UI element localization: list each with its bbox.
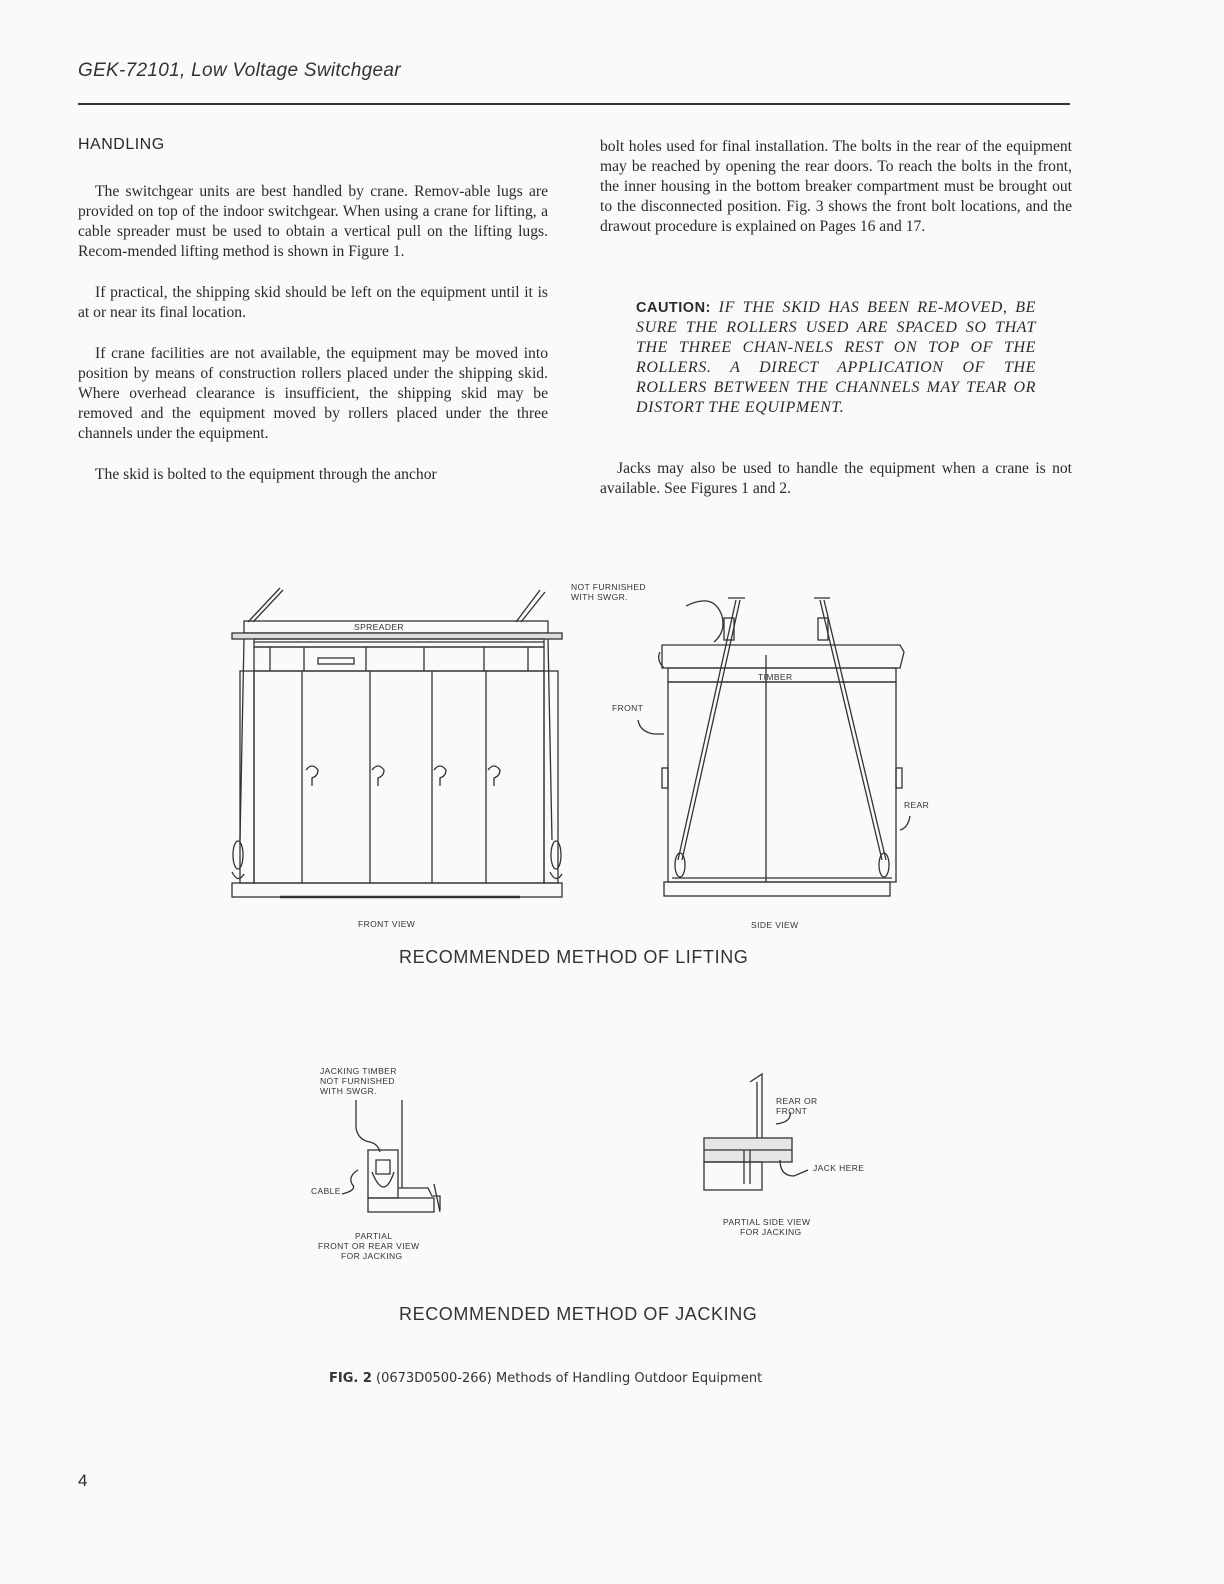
label-for-jacking-2: FOR JACKING: [740, 1227, 802, 1237]
side-view-drawing: [638, 598, 910, 896]
label-with-swgr: WITH SWGR.: [571, 592, 628, 602]
label-rear: REAR: [904, 800, 930, 810]
paragraph: The switchgear units are best handled by crane. Remov-able lugs are provided on top of the indoor switchgear. When using a crane for lifting, a cable spreader must be used to obtain a vertical pull on the lifting lugs. Recom-mended lifting method is shown in Figure 1.: [78, 183, 548, 260]
label-timber: TIMBER: [758, 672, 793, 682]
paragraph: If practical, the shipping skid should be left on the equipment until it is at or near its final location.: [78, 284, 548, 321]
label-side-view: SIDE VIEW: [751, 920, 799, 930]
label-jacking-timber: JACKING TIMBER: [320, 1066, 397, 1076]
paragraph: bolt holes used for final installation. The bolts in the rear of the equipment may be reached by opening the rear doors. To reach the bolts in the front, the inner housing in the bottom breaker compartment must be brought out to the disconnected position. Fig. 3 shows the front bolt locations, and the drawout procedure is explained on Pages 16 and 17.: [600, 138, 1072, 235]
label-rear-or: REAR OR: [776, 1096, 818, 1106]
caption-lifting: RECOMMENDED METHOD OF LIFTING: [399, 947, 749, 967]
jacking-side-drawing: [704, 1074, 808, 1190]
page-number: 4: [78, 1471, 88, 1490]
label-jacking-with-swgr: WITH SWGR.: [320, 1086, 377, 1096]
front-view-drawing: [232, 588, 562, 897]
figure-caption: [329, 1371, 762, 1386]
figure-caption-text: (0673D0500-266) Methods of Handling Outdoor Equipment: [376, 1371, 763, 1386]
label-spreader: SPREADER: [354, 622, 404, 632]
paragraph: Jacks may also be used to handle the equipment when a crane is not available. See Figures 1 and 2.: [600, 460, 1072, 497]
caution-label: CAUTION:: [636, 300, 711, 316]
label-jack-here: JACK HERE: [813, 1163, 865, 1173]
caption-jacking: RECOMMENDED METHOD OF JACKING: [399, 1304, 758, 1324]
label-partial: PARTIAL: [355, 1231, 393, 1241]
paragraph: If crane facilities are not available, the equipment may be moved into position by means of construction rollers placed under the shipping skid. Where overhead clearance is insufficient, the shipping skid may be removed and the equipment moved by rollers placed under the three channels under the equipment.: [78, 345, 548, 442]
label-front: FRONT: [612, 703, 644, 713]
label-front-or-rear-view: FRONT OR REAR VIEW: [318, 1241, 420, 1251]
caution-text: IF THE SKID HAS BEEN RE-MOVED, BE SURE THE ROLLERS USED ARE SPACED SO THAT THE THREE CHAN-NELS REST ON TOP OF THE ROLLERS. A DIRECT APPLICATION OF THE ROLLERS BETWEEN THE CHANNELS MAY TEAR OR DISTORT THE EQUIPMENT.: [636, 299, 1036, 416]
running-header: GEK-72101, Low Voltage Switchgear: [78, 60, 401, 81]
label-for-jacking: FOR JACKING: [341, 1251, 403, 1261]
label-front-view: FRONT VIEW: [358, 919, 416, 929]
jacking-front-drawing: [342, 1100, 440, 1212]
label-not-furnished: NOT FURNISHED: [571, 582, 646, 592]
label-cable: CABLE: [311, 1186, 341, 1196]
section-heading: HANDLING: [78, 136, 165, 153]
label-front-2: FRONT: [776, 1106, 808, 1116]
label-jacking-not-furnished: NOT FURNISHED: [320, 1076, 395, 1086]
label-partial-side-view: PARTIAL SIDE VIEW: [723, 1217, 811, 1227]
paragraph: The skid is bolted to the equipment through the anchor: [95, 466, 437, 483]
figure-number: FIG. 2: [329, 1371, 372, 1386]
